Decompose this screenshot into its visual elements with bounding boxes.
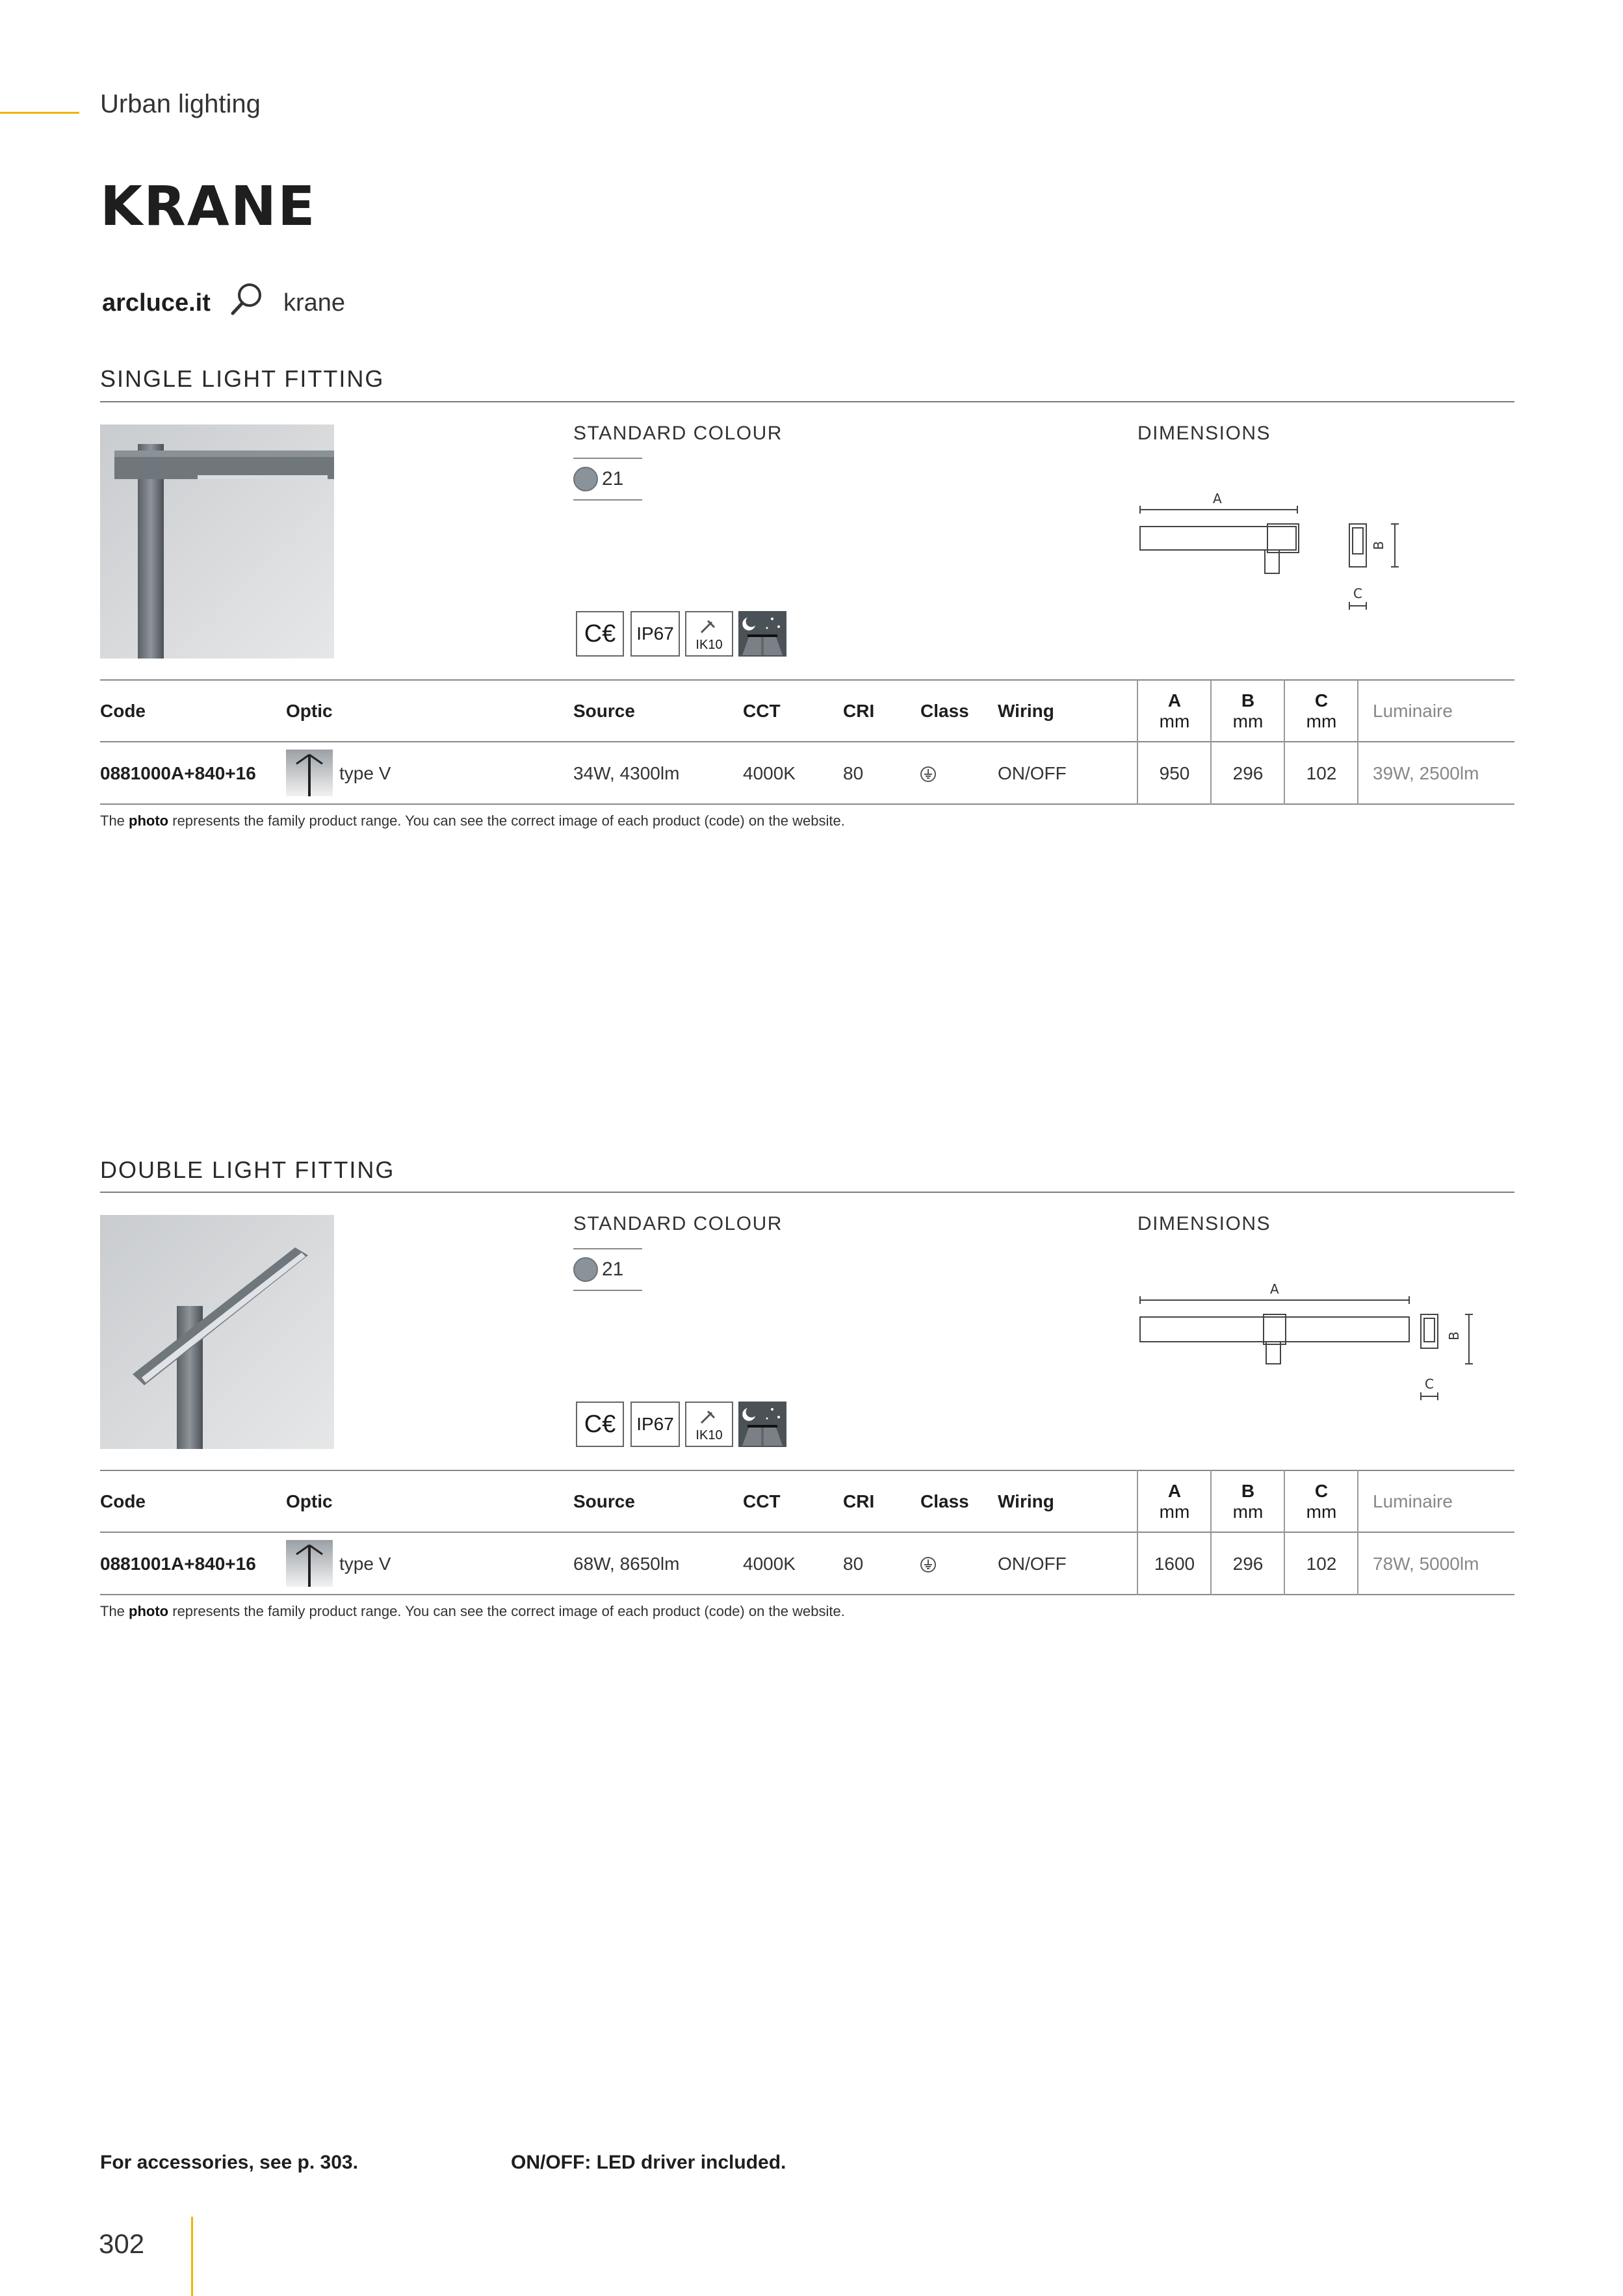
- earth-class-icon: [920, 1556, 937, 1573]
- col-header-luminaire: Luminaire: [1373, 1491, 1453, 1511]
- photo-note: The photo represents the family product range. You can see the correct image of each product (code) on the website.: [100, 1603, 845, 1619]
- product-title: KRANE: [100, 174, 317, 238]
- dim-c-value: 102: [1306, 1554, 1337, 1574]
- search-term: krane: [283, 289, 346, 317]
- accessories-note: For accessories, see p. 303.: [100, 2152, 358, 2173]
- luminaire-value: 39W, 2500lm: [1373, 763, 1479, 783]
- product-code: 0881000A+840+16: [100, 763, 256, 783]
- photo-note: The photo represents the family product range. You can see the correct image of each product (code) on the website.: [100, 813, 845, 829]
- ik10-badge: IK10: [685, 611, 733, 657]
- col-header-b: B mm: [1232, 1481, 1264, 1522]
- standard-colour-label: STANDARD COLOUR: [573, 1213, 783, 1234]
- cri-value: 80: [843, 1554, 864, 1574]
- col-header-luminaire: Luminaire: [1373, 701, 1453, 721]
- luminaire-value: 78W, 5000lm: [1373, 1554, 1479, 1574]
- website-link[interactable]: arcluce.it: [102, 289, 211, 317]
- hammer-icon: [696, 618, 722, 638]
- optic-label: type V: [339, 1554, 391, 1574]
- dim-letter-c: C: [1353, 586, 1362, 601]
- dimensions-label: DIMENSIONS: [1137, 1213, 1271, 1234]
- col-header-optic: Optic: [286, 701, 333, 721]
- col-header-cct: CCT: [743, 701, 781, 721]
- col-header-b: B mm: [1232, 690, 1264, 731]
- product-code: 0881001A+840+16: [100, 1554, 256, 1574]
- cct-value: 4000K: [743, 1554, 796, 1574]
- col-header-class: Class: [920, 1491, 969, 1511]
- section-title-double: DOUBLE LIGHT FITTING: [100, 1156, 395, 1183]
- dim-letter-a: A: [1270, 1281, 1279, 1297]
- product-photo-double: [100, 1215, 334, 1449]
- ip67-badge: IP67: [630, 1402, 680, 1447]
- product-photo-single: [100, 424, 334, 659]
- dimensions-drawing-double: [1137, 1278, 1475, 1402]
- col-header-optic: Optic: [286, 1491, 333, 1511]
- accent-line-top: [0, 112, 79, 114]
- col-header-a: A mm: [1159, 690, 1190, 731]
- colour-option: [573, 1248, 642, 1291]
- col-header-wiring: Wiring: [998, 1491, 1054, 1511]
- hammer-icon: [696, 1409, 722, 1428]
- ik10-badge: IK10: [685, 1402, 733, 1447]
- colour-code: 21: [602, 1259, 624, 1280]
- dim-a-value: 950: [1159, 763, 1190, 783]
- search-icon[interactable]: [229, 281, 265, 317]
- ce-mark-icon: C€: [576, 611, 624, 657]
- optic-label: type V: [339, 763, 391, 783]
- source-value: 68W, 8650lm: [573, 1554, 680, 1574]
- dim-letter-a: A: [1213, 491, 1222, 506]
- dim-letter-b: B: [1446, 1331, 1462, 1340]
- optic-type-v-icon: [286, 750, 333, 796]
- dim-b-value: 296: [1232, 1554, 1264, 1574]
- dim-a-value: 1600: [1154, 1554, 1195, 1574]
- cri-value: 80: [843, 763, 864, 783]
- ce-mark-icon: C€: [576, 1402, 624, 1447]
- dim-letter-b: B: [1371, 541, 1386, 550]
- col-header-cri: CRI: [843, 1491, 875, 1511]
- colour-code: 21: [602, 468, 624, 489]
- night-lighting-icon: [738, 1402, 786, 1447]
- earth-class-icon: [920, 766, 937, 783]
- source-value: 34W, 4300lm: [573, 763, 680, 783]
- optic-type-v-icon: [286, 1540, 333, 1587]
- driver-note: ON/OFF: LED driver included.: [511, 2152, 786, 2173]
- section-divider: [100, 1192, 1514, 1193]
- col-header-c: C mm: [1306, 690, 1337, 731]
- dim-letter-c: C: [1425, 1376, 1434, 1392]
- dimensions-drawing-single: [1137, 488, 1410, 611]
- section-divider: [100, 401, 1514, 402]
- col-header-c: C mm: [1306, 1481, 1337, 1522]
- wiring-value: ON/OFF: [998, 1554, 1067, 1574]
- col-header-a: A mm: [1159, 1481, 1190, 1522]
- colour-swatch: [573, 467, 598, 491]
- colour-swatch: [573, 1257, 598, 1282]
- col-header-source: Source: [573, 701, 635, 721]
- accent-line-bottom: [191, 2217, 193, 2296]
- col-header-source: Source: [573, 1491, 635, 1511]
- section-title-single: SINGLE LIGHT FITTING: [100, 365, 385, 392]
- col-header-code: Code: [100, 1491, 146, 1511]
- category-label: Urban lighting: [100, 90, 261, 118]
- col-header-code: Code: [100, 701, 146, 721]
- dim-b-value: 296: [1232, 763, 1264, 783]
- page-number: 302: [99, 2228, 145, 2259]
- cct-value: 4000K: [743, 763, 796, 783]
- colour-option: [573, 458, 642, 501]
- wiring-value: ON/OFF: [998, 763, 1067, 783]
- col-header-cct: CCT: [743, 1491, 781, 1511]
- col-header-cri: CRI: [843, 701, 875, 721]
- night-lighting-icon: [738, 611, 786, 657]
- ip67-badge: IP67: [630, 611, 680, 657]
- col-header-wiring: Wiring: [998, 701, 1054, 721]
- col-header-class: Class: [920, 701, 969, 721]
- dimensions-label: DIMENSIONS: [1137, 423, 1271, 444]
- dim-c-value: 102: [1306, 763, 1337, 783]
- standard-colour-label: STANDARD COLOUR: [573, 423, 783, 444]
